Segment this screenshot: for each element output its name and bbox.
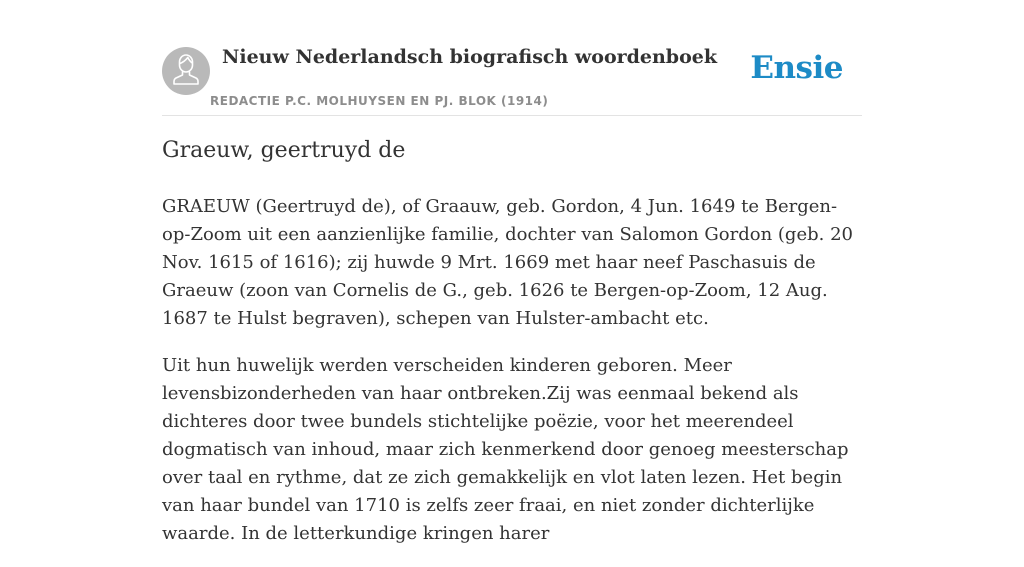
user-icon xyxy=(162,47,210,95)
article-paragraph: GRAEUW (Geertruyd de), of Graauw, geb. Gordon, 4 Jun. 1649 te Bergen-op-Zoom uit een aanzienlijke familie, dochter van Salomon Gordon (geb. 20 Nov. 1615 of 1616); zij huwde 9 Mrt. 1669 met haar neef Paschasuis de Graeuw (zoon van Cornelis de G., geb. 1626 te Bergen-op-Zoom, 12 Aug. 1687 te Hulst begraven), schepen van Hulster-ambacht etc. xyxy=(162,196,853,329)
article-paragraph: Uit hun huwelijk werden verscheiden kinderen geboren. Meer levensbizonderheden van haar ontbreken.Zij was eenmaal bekend als dichteres door twee bundels stichtelijke poëzie, voor het meerendeel dogmatisch van inhoud, maar zich kenmerkend door genoeg meesterschap over taal en rythme, dat ze zich gemakkelijk en vlot laten lezen. Het begin van haar bundel van 1710 is zelfs zeer fraai, en niet zonder dichterlijke waarde. In de letterkundige kringen harer xyxy=(162,355,849,544)
page-title: Graeuw, geertruyd de xyxy=(162,138,406,163)
source-title[interactable]: Nieuw Nederlandsch biografisch woordenboek xyxy=(222,46,718,68)
source-header xyxy=(162,40,862,116)
avatar[interactable] xyxy=(162,47,210,95)
article-body xyxy=(162,193,862,567)
editors-label: REDACTIE P.C. MOLHUYSEN EN PJ. BLOK (1914) xyxy=(210,94,549,108)
ensie-logo[interactable]: Ensie xyxy=(750,50,843,86)
